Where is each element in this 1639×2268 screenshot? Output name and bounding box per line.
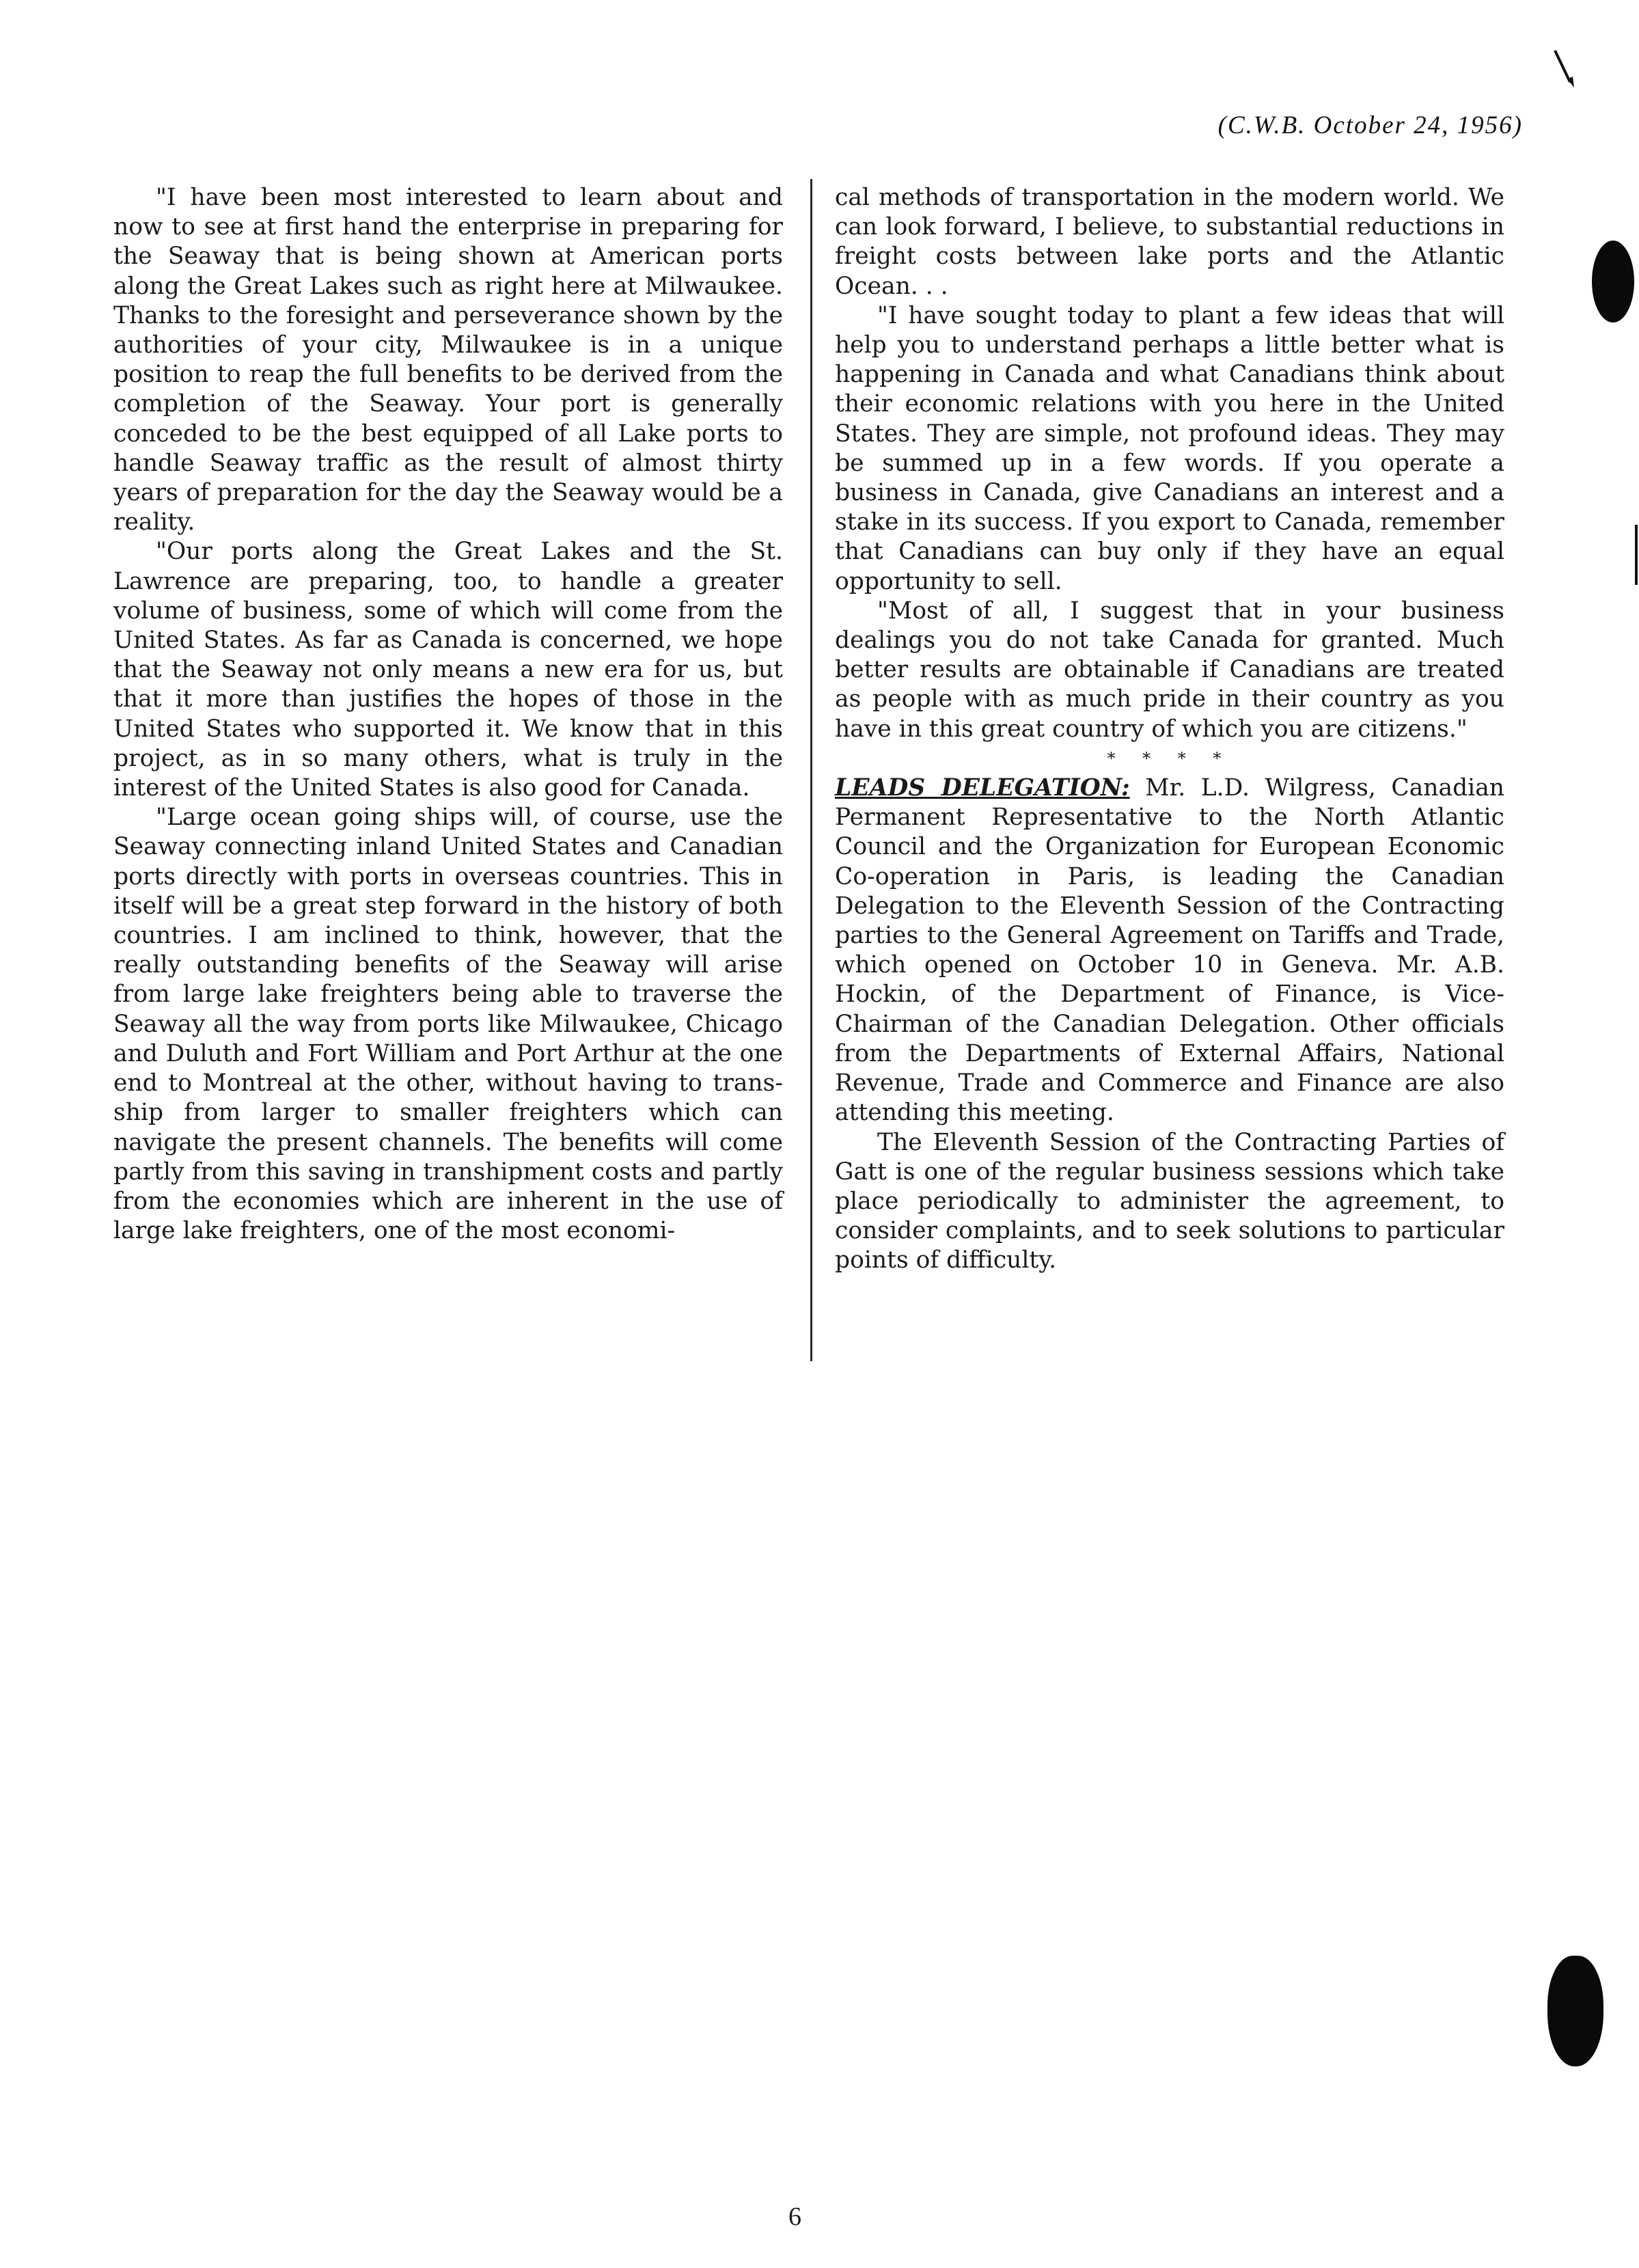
paragraph-ocean-ships: "Large ocean going ships will, of course, use the Seaway connecting inland United States and Canadian ports directly with ports in overseas countries. This in itself will be a great step forward in the history of both countries. I am inclined to think, however, that the really outstanding benefits of the Seaway will arise from large lake freighters being able to traverse the Seaway all the way from ports like Milwaukee, Chicago and Duluth and Fort William and Port Arthur at the one end to Montreal at the other, without having to trans-ship from larger to smaller freighters which can navigate the present channels. The benefits will come partly from this saving in transhipment costs and partly from the economies which are inherent in the use of large lake freighters, one of the most economi- <box>113 804 783 1245</box>
leads-delegation-paragraph <box>835 774 1504 1128</box>
scan-ink-blot <box>1592 241 1634 323</box>
paragraph-eleventh-session: The Eleventh Session of the Contracting Parties of Gatt is one of the regular business sessions which take place periodically to administer the agreement, to consider complaints, and to seek solutions to particular points of difficulty. <box>835 1128 1504 1274</box>
right-column <box>835 183 1504 1276</box>
left-column <box>113 183 783 1246</box>
paragraph-most-of-all: "Most of all, I suggest that in your business dealings you do not take Canada for granted. Much better results are obtainable if Canadians are treated as people with as much pride in their country as you have in this great country of which you are citizens." <box>835 597 1504 743</box>
paragraph-canadian-ports: "Our ports along the Great Lakes and the St. Lawrence are preparing, too, to handle a greater volume of business, some of which will come from the United States. As far as Canada is concerned, we hope that the Seaway not only means a new era for us, but that it more than justifies the hopes of those in the United States who supported it. We know that in this project, as in so many others, what is truly in the interest of the United States is also good for Canada. <box>113 538 783 802</box>
page-header-citation: (C.W.B. October 24, 1956) <box>1217 111 1523 139</box>
section-separator: * * * * <box>1107 748 1232 768</box>
scan-corner-mark <box>1552 48 1577 90</box>
leads-delegation-body: Mr. L.D. Wilgress, Canadian Permanent Representative to the North Atlantic Council and the Organization for European Economic Co-operation in Paris, is leading the Canadian Delegation to the Eleventh Session of the Contracting parties to the General Agreement on Tariffs and Trade, which opened on October 10 in Geneva. Mr. A.B. Hockin, of the Department of Finance, is Vice-Chairman of the Canadian Delegation. Other officials from the Departments of External Affairs, National Revenue, Trade and Commerce and Finance are also attending this meeting. <box>835 774 1504 1127</box>
leads-delegation-heading: LEADS DELEGATION: <box>835 774 1130 802</box>
scan-edge-mark <box>1635 525 1638 585</box>
column-divider <box>810 179 812 1361</box>
paragraph-continuation: cal methods of transportation in the modern world. We can look forward, I believe, to substantial reductions in freight costs between lake ports and the Atlantic Ocean. . . <box>835 184 1504 300</box>
paragraph-milwaukee-ports: "I have been most interested to learn about and now to see at first hand the enterprise in preparing for the Seaway that is being shown at American ports along the Great Lakes such as right here at Milwaukee. Thanks to the foresight and perseverance shown by the authorities of your city, Milwaukee is in a unique position to reap the full benefits to be derived from the completion of the Seaway. Your port is generally conceded to be the best equipped of all Lake ports to handle Seaway traffic as the result of almost thirty years of preparation for the day the Seaway would be a reality. <box>113 184 783 536</box>
page-number: 6 <box>788 2202 801 2231</box>
scan-ink-blot <box>1547 1956 1603 2066</box>
paragraph-ideas: "I have sought today to plant a few ideas that will help you to understand perhaps a little better what is happening in Canada and what Canadians think about their economic relations with you here in the United States. They are simple, not profound ideas. They may be summed up in a few words. If you operate a business in Canada, give Canadians an interest and a stake in its success. If you export to Canada, remember that Canadians can buy only if they have an equal opportunity to sell. <box>835 301 1504 595</box>
